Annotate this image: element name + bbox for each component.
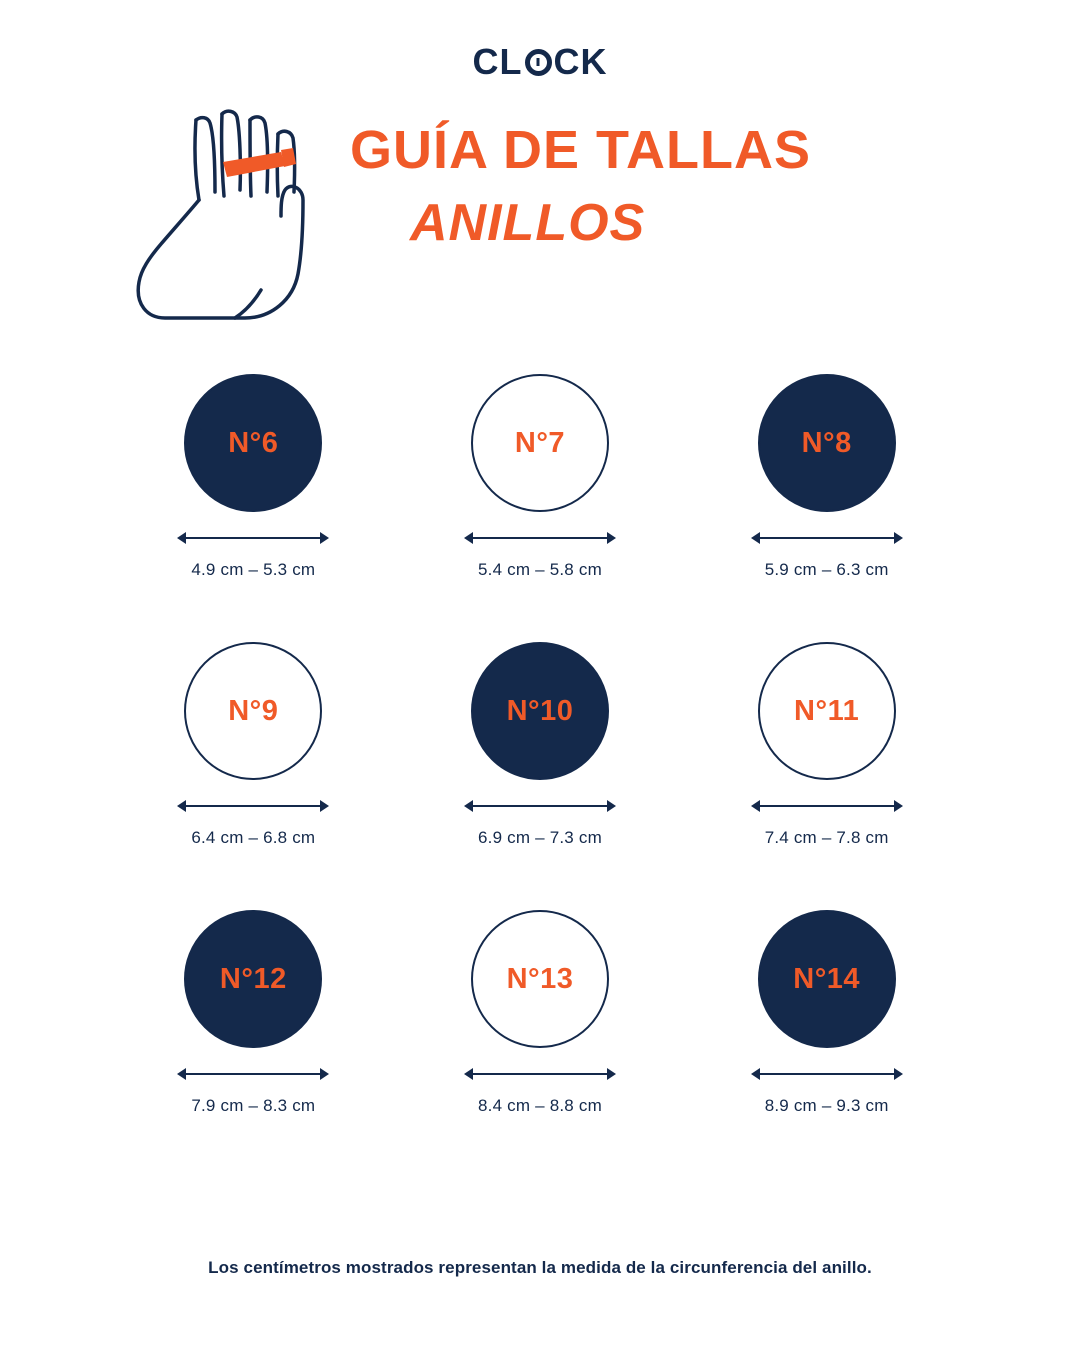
brand-name-part1: CL <box>472 41 523 82</box>
clock-o-icon <box>525 49 552 76</box>
ring-size-label: N°7 <box>514 426 566 459</box>
measure-arrow-icon <box>751 800 903 812</box>
size-item <box>397 910 684 1116</box>
ring-measure-text: 7.4 cm – 7.8 cm <box>764 828 889 847</box>
ring-size-label: N°14 <box>793 962 861 995</box>
ring-measure-text: 5.9 cm – 6.3 cm <box>764 560 889 579</box>
measure-arrow-icon <box>751 532 903 544</box>
brand-name-part2: CK <box>553 41 608 82</box>
size-item <box>110 642 397 848</box>
measure-arrow-icon <box>177 800 329 812</box>
ring-size-label: N°8 <box>801 426 852 459</box>
size-item <box>110 910 397 1116</box>
ring-measure-text: 4.9 cm – 5.3 cm <box>191 560 316 579</box>
page-subtitle: ANILLOS <box>410 193 646 252</box>
ring-size-label: N°9 <box>228 694 279 727</box>
brand-logo <box>0 0 1080 80</box>
size-item <box>397 374 684 580</box>
ring-circle <box>471 374 609 512</box>
ring-measure-text: 8.4 cm – 8.8 cm <box>478 1096 602 1115</box>
hand-icon <box>95 104 335 329</box>
measure-arrow-icon <box>751 1068 903 1080</box>
ring-size-label: N°13 <box>506 962 574 995</box>
page-title: GUÍA DE TALLAS <box>350 120 811 180</box>
ring-circle <box>758 374 896 512</box>
ring-circle <box>758 642 896 780</box>
measure-arrow-icon <box>464 532 616 544</box>
arrow-head-right-icon <box>607 800 616 812</box>
size-item <box>683 642 970 848</box>
arrow-line <box>758 1073 896 1075</box>
size-item <box>397 642 684 848</box>
arrow-line <box>758 805 896 807</box>
measure-arrow-icon <box>464 800 616 812</box>
measure-arrow-icon <box>177 1068 329 1080</box>
arrow-head-right-icon <box>607 1068 616 1080</box>
arrow-head-right-icon <box>894 800 903 812</box>
arrow-head-right-icon <box>607 532 616 544</box>
ring-circle <box>471 642 609 780</box>
header <box>0 94 1080 344</box>
arrow-line <box>471 537 609 539</box>
size-item <box>683 374 970 580</box>
ring-circle <box>471 910 609 1048</box>
measure-arrow-icon <box>177 532 329 544</box>
arrow-line <box>471 1073 609 1075</box>
brand-wordmark <box>472 41 608 82</box>
ring-circle <box>758 910 896 1048</box>
ring-size-label: N°6 <box>228 426 279 459</box>
ring-size-label: N°10 <box>506 694 574 727</box>
arrow-head-right-icon <box>894 1068 903 1080</box>
arrow-head-right-icon <box>320 1068 329 1080</box>
size-item <box>110 374 397 580</box>
ring-size-grid <box>0 374 1080 1116</box>
ring-measure-text: 6.9 cm – 7.3 cm <box>478 828 602 847</box>
arrow-head-right-icon <box>894 532 903 544</box>
arrow-line <box>184 1073 322 1075</box>
title-block <box>350 122 970 253</box>
arrow-line <box>758 537 896 539</box>
ring-circle <box>184 910 322 1048</box>
arrow-head-right-icon <box>320 532 329 544</box>
arrow-line <box>471 805 609 807</box>
ring-measure-text: 5.4 cm – 5.8 cm <box>478 560 602 579</box>
footer-note: Los centímetros mostrados representan la medida de la circunferencia del anillo. <box>208 1258 872 1277</box>
ring-size-label: N°11 <box>794 694 860 727</box>
measure-arrow-icon <box>464 1068 616 1080</box>
ring-circle <box>184 642 322 780</box>
ring-size-label: N°12 <box>219 962 287 995</box>
ring-measure-text: 6.4 cm – 6.8 cm <box>191 828 316 847</box>
arrow-line <box>184 805 322 807</box>
size-item <box>683 910 970 1116</box>
ring-circle <box>184 374 322 512</box>
ring-measure-text: 7.9 cm – 8.3 cm <box>191 1096 316 1115</box>
arrow-head-right-icon <box>320 800 329 812</box>
arrow-line <box>184 537 322 539</box>
ring-measure-text: 8.9 cm – 9.3 cm <box>764 1096 889 1115</box>
